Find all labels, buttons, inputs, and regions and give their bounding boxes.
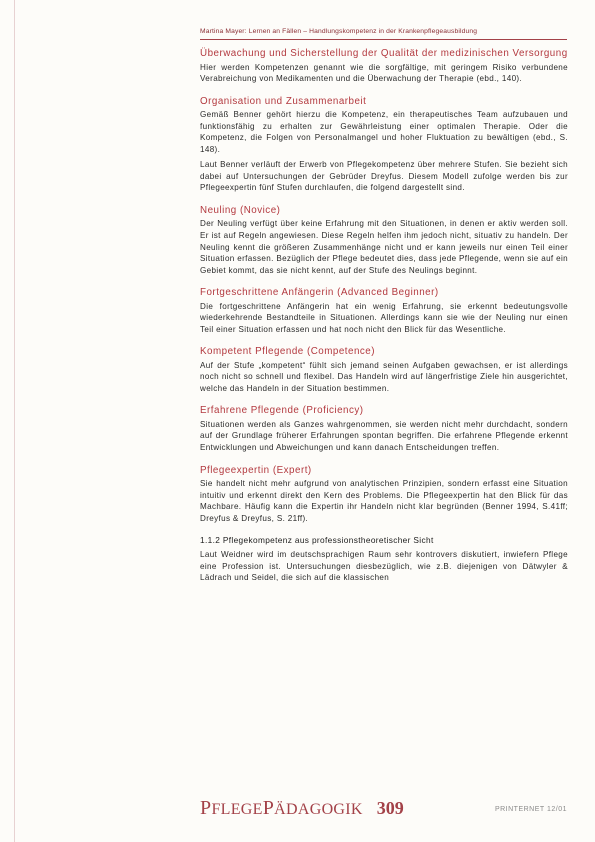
section-heading: Neuling (Novice) bbox=[200, 204, 281, 216]
body-paragraph: Laut Benner verläuft der Erwerb von Pflegekompetenz über mehrere Stufen. Sie bezieht sich dabei auf Untersuchungen der Gebrüder Dreyfus. Diesem Modell zufolge werden bis zur Pflegeexpertin fünf Stufen durchlaufen, die folgend dargestellt sind. bbox=[200, 160, 568, 193]
body-paragraph: Situationen werden als Ganzes wahrgenommen, sie werden nicht mehr durchdacht, sondern auf der Grundlage früherer Erfahrungen spontan begriffen. Die erfahrene Pflegende erkennt Entwicklungen und Abweichungen und kann danach Entscheidungen treffen. bbox=[200, 419, 568, 453]
section-advanced-beginner bbox=[200, 287, 568, 335]
main-content bbox=[200, 48, 568, 595]
body-paragraph: Hier werden Kompetenzen genannt wie die sorgfältige, mit geringem Risiko verbundene Verabreichung von Medikamenten und die Überwachung der Therapie (ebd., 140). bbox=[200, 62, 568, 84]
subsection-heading: 1.1.2 Pflegekompetenz aus professionstheoretischer Sicht bbox=[200, 535, 434, 546]
section-competence bbox=[200, 346, 568, 394]
section-heading: Fortgeschrittene Anfängerin (Advanced Beginner) bbox=[200, 287, 439, 299]
section-heading: Pflegeexpertin (Expert) bbox=[200, 464, 312, 476]
body-paragraph: Die fortgeschrittene Anfängerin hat ein wenig Erfahrung, sie erkennt bedeutungsvolle wiederkehrende Bestandteile in Situationen. Allerdings kann sie wie der Neuling nur einen Teil einer Situation erfassen und hat noch nicht den Blick für das Wesentliche. bbox=[200, 301, 568, 334]
section-heading: Erfahrene Pflegende (Proficiency) bbox=[200, 405, 364, 417]
section-heading: Kompetent Pflegende (Competence) bbox=[200, 346, 376, 358]
section-heading: Überwachung und Sicherstellung der Qualität der medizinischen Versorgung bbox=[200, 48, 568, 59]
section-novice bbox=[200, 205, 568, 276]
body-paragraph: Gemäß Benner gehört hierzu die Kompetenz, ein therapeutisches Team aufzubauen und funktionsfähig zu erhalten zur Gewährleistung einer optimalen Therapie. Oder die Kompetenz, die Folgen von Personalmangel und hoher Fluktuation zu bewältigen (ebd., S. 148). bbox=[200, 110, 568, 154]
section-expert bbox=[200, 465, 568, 525]
section-organisation bbox=[200, 96, 568, 194]
issue-label: PRINTERNET 12/01 bbox=[494, 806, 567, 813]
subsection-professional-theory bbox=[200, 535, 568, 584]
page-number: 309 bbox=[376, 798, 404, 818]
body-paragraph: Der Neuling verfügt über keine Erfahrung mit den Situationen, in denen er aktiv werden soll. Er ist auf Regeln angewiesen. Diese Regeln helfen ihm jedoch nicht, situativ zu handeln. Der Neuling kennt die größeren Zusammenhänge nicht und er kann jeweils nur einen Teil einer Situation erfassen. Bezüglich der Pflege bedeutet dies, dass jede Pflegende, wenn sie auf ein Gebiet kommt, das sie nicht kennt, auf der Stufe des Neulings beginnt. bbox=[200, 219, 568, 275]
body-paragraph: Sie handelt nicht mehr aufgrund von analytischen Prinzipien, sondern erfasst eine Situation intuitiv und erkennt direkt den Kern des Problems. Die Pflegeexpertin hat den Blick für das Machbare. Häufig kann die Expertin ihr Handeln nicht klar begründen (Benner 1994, S.41ff; Dreyfus & Dreyfus, S. 21ff). bbox=[200, 479, 568, 523]
body-paragraph: Laut Weidner wird im deutschsprachigen Raum sehr kontrovers diskutiert, inwiefern Pflege eine Profession ist. Untersuchungen diesbezüglich, wie z.B. diejenigen von Dätwyler & Lädrach und Seidel, die sich auf die klassischen bbox=[200, 550, 568, 583]
footer-masthead bbox=[200, 797, 404, 820]
journal-name: PFLEGEPÄDAGOGIK bbox=[200, 797, 363, 819]
margin-rule bbox=[14, 0, 15, 842]
header-divider bbox=[200, 39, 567, 40]
running-header: Martina Mayer: Lernen an Fällen – Handlungskompetenz in der Krankenpflegeausbildung bbox=[200, 28, 478, 35]
section-heading: Organisation und Zusammenarbeit bbox=[200, 95, 367, 107]
body-paragraph: Auf der Stufe „kompetent“ fühlt sich jemand seinen Aufgaben gewachsen, er ist allerdings noch nicht so schnell und flexibel. Das Handeln wird auf längerfristige Ziele hin ausgerichtet, welche das Handeln in der Situation bestimmen. bbox=[200, 360, 568, 393]
section-proficiency bbox=[200, 405, 568, 453]
section-quality bbox=[200, 48, 568, 85]
